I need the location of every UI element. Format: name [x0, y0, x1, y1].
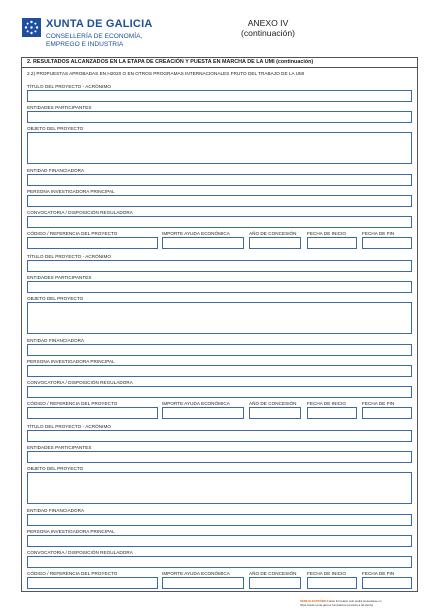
investigadora-field-3[interactable] — [27, 535, 412, 547]
importe-label-1: IMPORTE AYUDA ECONÓMICA — [162, 231, 230, 236]
importe-label-2: IMPORTE AYUDA ECONÓMICA — [162, 401, 230, 406]
financiadora-label-2: ENTIDAD FINANCIADORA — [27, 338, 85, 343]
financiadora-field-3[interactable] — [27, 514, 412, 526]
xunta-logo-icon — [22, 18, 41, 37]
anio-field-3[interactable] — [249, 577, 301, 589]
investigadora-label-1: PERSONA INVESTIGADORA PRINCIPAL — [27, 189, 115, 194]
department-line-2: EMPREGO E INDUSTRIA — [46, 41, 124, 48]
entidades-field-3[interactable] — [27, 451, 412, 463]
titulo-field-1[interactable] — [27, 90, 412, 102]
objeto-field-1[interactable] — [27, 132, 412, 164]
anio-field-1[interactable] — [249, 237, 301, 249]
titulo-label-2: TÍTULO DEL PROYECTO - ACRÓNIMO — [27, 254, 111, 259]
entidades-field-1[interactable] — [27, 111, 412, 123]
fin-label-2: FECHA DE FIN — [362, 401, 395, 406]
objeto-label-2: OBJETO DEL PROYECTO — [27, 296, 84, 301]
inicio-field-1[interactable] — [307, 237, 357, 249]
convocatoria-label-2: CONVOCATORIA / DISPOSICIÓN REGULADORA — [27, 380, 133, 385]
financiadora-field-1[interactable] — [27, 174, 412, 186]
objeto-field-3[interactable] — [27, 472, 412, 504]
importe-field-1[interactable] — [162, 237, 244, 249]
annex-subtitle: (continuación) — [241, 28, 295, 38]
department-line-1: CONSELLERÍA DE ECONOMÍA, — [46, 33, 143, 40]
objeto-field-2[interactable] — [27, 302, 412, 334]
section-title: 2. RESULTADOS ALCANZADOS EN LA ETAPA DE CREACIÓN Y PUESTA EN MARCHA DE LA UMI (continuación) — [22, 58, 417, 68]
convocatoria-label-3: CONVOCATORIA / DISPOSICIÓN REGULADORA — [27, 550, 133, 555]
form-frame — [21, 57, 418, 592]
convocatoria-label-1: CONVOCATORIA / DISPOSICIÓN REGULADORA — [27, 210, 133, 215]
footer-note — [300, 600, 430, 607]
footer-accent: SEDE ELECTRÓNICA — [300, 599, 329, 603]
titulo-label-3: TÍTULO DEL PROYECTO - ACRÓNIMO — [27, 424, 111, 429]
convocatoria-field-3[interactable] — [27, 556, 412, 568]
footer-url: https://sede.xunta.gal — [300, 602, 327, 607]
inicio-label-1: FECHA DE INICIO — [307, 231, 347, 236]
fin-field-3[interactable] — [362, 577, 412, 589]
page-header — [22, 16, 422, 56]
fin-field-2[interactable] — [362, 407, 412, 419]
titulo-label-1: TÍTULO DEL PROYECTO - ACRÓNIMO — [27, 84, 111, 89]
fin-field-1[interactable] — [362, 237, 412, 249]
financiadora-field-2[interactable] — [27, 344, 412, 356]
convocatoria-field-1[interactable] — [27, 216, 412, 228]
codigo-field-3[interactable] — [27, 577, 158, 589]
anio-label-1: AÑO DE CONCESIÓN — [249, 231, 297, 236]
convocatoria-field-2[interactable] — [27, 386, 412, 398]
importe-field-3[interactable] — [162, 577, 244, 589]
entidades-field-2[interactable] — [27, 281, 412, 293]
annex-heading — [198, 18, 338, 38]
entidades-label-3: ENTIDADES PARTICIPANTES — [27, 445, 92, 450]
annex-title: ANEXO IV — [247, 18, 289, 28]
codigo-label-3: CÓDIGO / REFERENCIA DEL PROYECTO — [27, 571, 118, 576]
investigadora-field-1[interactable] — [27, 195, 412, 207]
financiadora-label-1: ENTIDAD FINANCIADORA — [27, 168, 85, 173]
titulo-field-3[interactable] — [27, 430, 412, 442]
inicio-field-2[interactable] — [307, 407, 357, 419]
codigo-field-1[interactable] — [27, 237, 158, 249]
titulo-field-2[interactable] — [27, 260, 412, 272]
footer-line-2 — [300, 604, 430, 608]
objeto-label-3: OBJETO DEL PROYECTO — [27, 466, 84, 471]
objeto-label-1: OBJETO DEL PROYECTO — [27, 126, 84, 131]
financiadora-label-3: ENTIDAD FINANCIADORA — [27, 508, 85, 513]
codigo-field-2[interactable] — [27, 407, 158, 419]
codigo-label-2: CÓDIGO / REFERENCIA DEL PROYECTO — [27, 401, 118, 406]
inicio-field-3[interactable] — [307, 577, 357, 589]
anio-label-3: AÑO DE CONCESIÓN — [249, 571, 297, 576]
subsection-title: 2.2) PROPUESTAS APROBADAS EN H2020 O EN OTROS PROGRAMAS INTERNACIONALES FRUTO DEL TRABAJO DE LA UMI — [27, 71, 305, 76]
importe-label-3: IMPORTE AYUDA ECONÓMICA — [162, 571, 230, 576]
entidades-label-2: ENTIDADES PARTICIPANTES — [27, 275, 92, 280]
org-name: XUNTA DE GALICIA — [46, 18, 153, 30]
codigo-label-1: CÓDIGO / REFERENCIA DEL PROYECTO — [27, 231, 118, 236]
anio-label-2: AÑO DE CONCESIÓN — [249, 401, 297, 406]
entidades-label-1: ENTIDADES PARTICIPANTES — [27, 105, 92, 110]
anio-field-2[interactable] — [249, 407, 301, 419]
fin-label-1: FECHA DE FIN — [362, 231, 395, 236]
investigadora-label-3: PERSONA INVESTIGADORA PRINCIPAL — [27, 529, 115, 534]
inicio-label-3: FECHA DE INICIO — [307, 571, 347, 576]
importe-field-2[interactable] — [162, 407, 244, 419]
footer-line-1: Este formulario solo podrá presentarse en — [329, 599, 382, 603]
inicio-label-2: FECHA DE INICIO — [307, 401, 347, 406]
investigadora-field-2[interactable] — [27, 365, 412, 377]
fin-label-3: FECHA DE FIN — [362, 571, 395, 576]
investigadora-label-2: PERSONA INVESTIGADORA PRINCIPAL — [27, 359, 115, 364]
footer-line-3: (os formularios previstos a tal efecto) — [327, 602, 374, 607]
